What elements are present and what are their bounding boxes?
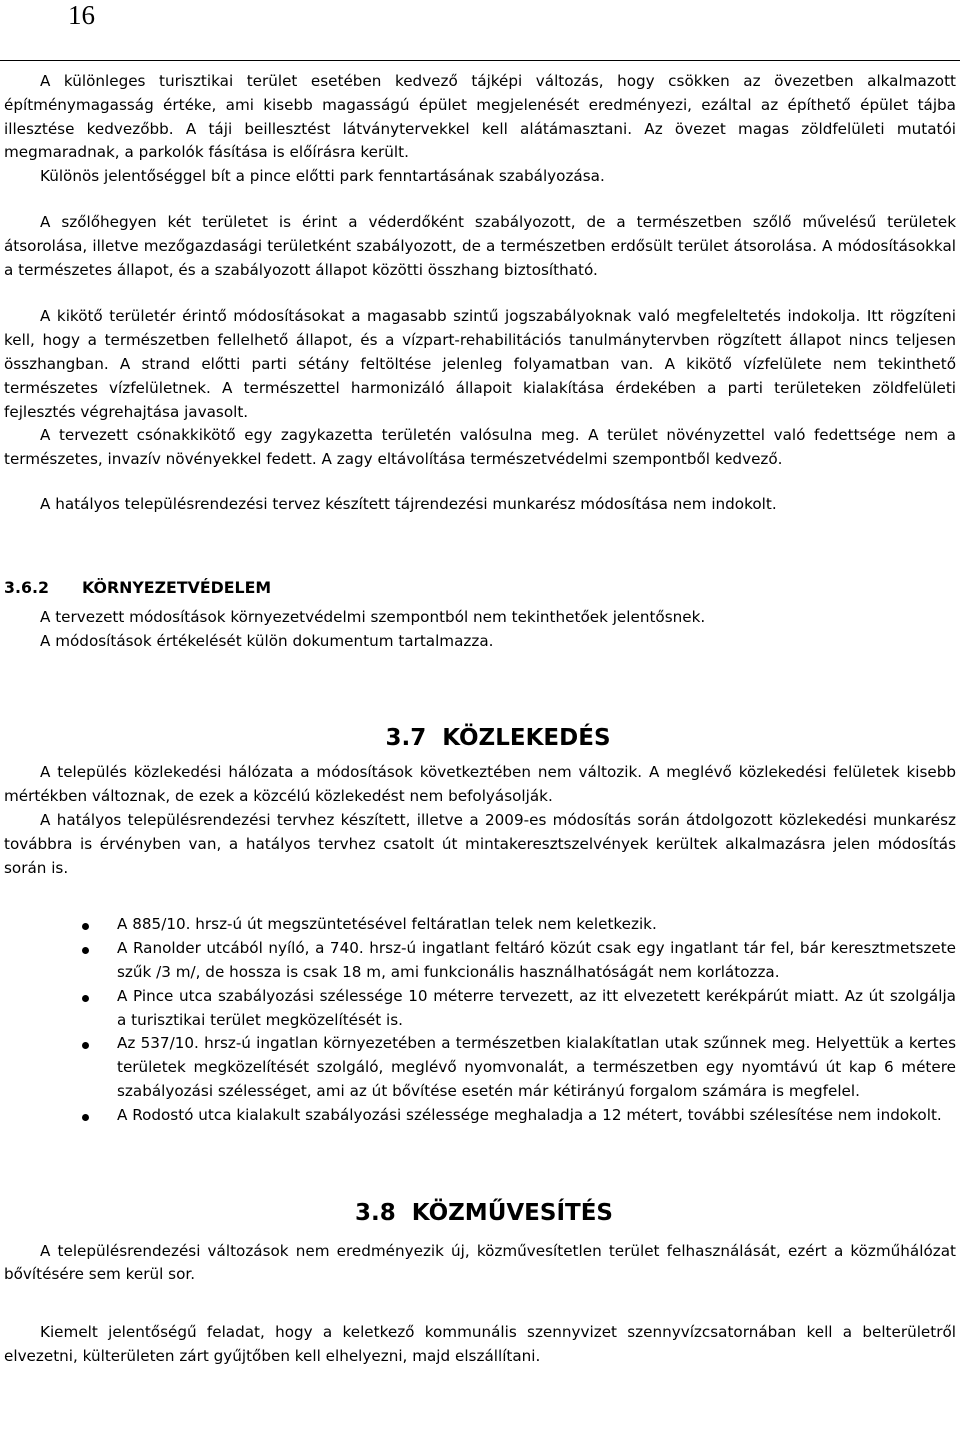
section-heading-environment (4, 576, 956, 600)
bullet-icon (82, 1042, 89, 1049)
document-body (4, 70, 956, 1369)
paragraph-landscape-change: A különleges turisztikai terület esetében kedvező tájképi változás, hogy csökken az övezetben alkalmazott építménymagasság értéke, ami kisebb magasságú épület megjelenését eredményezi, ezáltal az építhető épület tájba illesztése kedvezőbb. A táji beillesztést látványtervekkel kell alátámasztani. Az övezet magas zöldfelületi mutatói megmaradnak, a parkolók fásítása is előírásra került. (4, 72, 956, 162)
list-item: A 885/10. hrsz-ú út megszüntetésével feltáratlan telek nem keletkezik. (4, 913, 956, 937)
section-number: 3.7 (385, 725, 427, 752)
paragraph-boat-dock: A tervezett csónakkikötő egy zagykazetta területén valósulna meg. A terület növényzettel való fedettsége nem a természetes, invazív növényekkel fedett. A zagy eltávolítása természetvédelmi szempontből kedvező. (4, 426, 956, 469)
environment-line-1: A tervezett módosítások környezetvédelmi szempontból nem tekinthetőek jelentősnek. (40, 607, 706, 626)
list-item: A Rodostó utca kialakult szabályozási szélessége meghaladja a 12 métert, további szélesítése nem indokolt. (4, 1104, 956, 1128)
section-title: KÖZMŰVESÍTÉS (411, 1199, 613, 1226)
section-heading-transport (4, 723, 956, 753)
bullet-icon (82, 923, 89, 930)
paragraph-vineyard: A szőlőhegyen két területet is érint a véderdőként szabályozott, de a természetben szőlő művelésű területek átsorolása, illetve mezőgazdasági területként szabályozott, de a természetben erdősült terület átsorolása. A módosításokkal a természetes állapot, és a szabályozott állapot közötti összhang biztosítható. (4, 212, 956, 279)
paragraph-landscape-plan: A hatályos településrendezési tervez készített tájrendezési munkarész módosítása nem indokolt. (40, 494, 777, 513)
section-heading-utilities (4, 1198, 956, 1228)
bullet-icon (82, 995, 89, 1002)
utilities-paragraph-1: A településrendezési változások nem eredményezik új, közművesítetlen terület felhasználását, ezért a közműhálózat bővítésére sem kerül sor. (4, 1241, 956, 1284)
header-rule (0, 60, 960, 61)
section-number: 3.6.2 (4, 577, 49, 597)
transport-paragraph-1: A település közlekedési hálózata a módosítások következtében nem változik. A meglévő közlekedési felületek kisebb mértékben változnak, de ezek a közcélú közlekedést nem befolyásolják. (4, 763, 956, 806)
list-item: Az 537/10. hrsz-ú ingatlan környezetében a természetben kialakítatlan utak szűnnek meg. Helyettük a kertes területek megközelítését szolgáló, meglévő nyomvonalát, a természetben egy nyomtávú út kap 6 métere szabályozási szélességet, ami az út bővítése esetén már kétirányú forgalom számára is megfelel. (4, 1032, 956, 1103)
bullet-icon (82, 1114, 89, 1121)
section-title: KÖRNYEZETVÉDELEM (82, 577, 272, 597)
list-item: A Pince utca szabályozási szélessége 10 méterre tervezett, az itt elvezetett kerékpárút miatt. Az út szolgálja a turisztikai terület megközelítését is. (4, 985, 956, 1033)
transport-paragraph-2: A hatályos településrendezési tervhez készített, illetve a 2009-es módosítás során átdolgozott közlekedési munkarész továbbra is érvényben van, a hatályos tervhez csatolt út mintakeresztszelvények kerültek alkalmazásra jelen módosítás során is. (4, 810, 956, 877)
section-title: KÖZLEKEDÉS (442, 725, 611, 752)
paragraph-harbor: A kikötő területér érintő módosításokat a magasabb szintű jogszabályoknak való megfeleltetés indokolja. Itt rögzíteni kell, hogy a természetben fellelhető állapot, és a vízpart-rehabilitációs tanulmánytervben rögzített állapot nincs teljesen összhangban. A strand előtti parti sétány feltöltése jelenleg folyamatban van. A kikötő vízfelülete nem tekinthető természetes vízfelületnek. A természettel harmonizáló állapoit kialakítása érdekében a parti területeken zöldfelületi fejlesztés végrehajtása javasolt. (4, 307, 956, 421)
page-number: 16 (68, 0, 95, 30)
bullet-icon (82, 947, 89, 954)
paragraph-cellar-park: Különös jelentőséggel bít a pince előtti park fenntartásának szabályozása. (40, 167, 605, 186)
transport-bullet-list (4, 913, 956, 1127)
utilities-paragraph-2: Kiemelt jelentőségű feladat, hogy a keletkező kommunális szennyvizet szennyvízcsatornában kell a belterületről elvezetni, külterületen zárt gyűjtőben kell elhelyezni, majd elszállítani. (4, 1323, 956, 1365)
environment-line-2: A módosítások értékelését külön dokumentum tartalmazza. (40, 631, 494, 650)
section-number: 3.8 (355, 1199, 396, 1226)
list-item: A Ranolder utcából nyíló, a 740. hrsz-ú ingatlant feltáró közút csak egy ingatlant tár fel, bár keresztmetszete szűk /3 m/, de hossza is csak 18 m, ami funkcionális használhatóságát nem korlátozza. (4, 937, 956, 985)
